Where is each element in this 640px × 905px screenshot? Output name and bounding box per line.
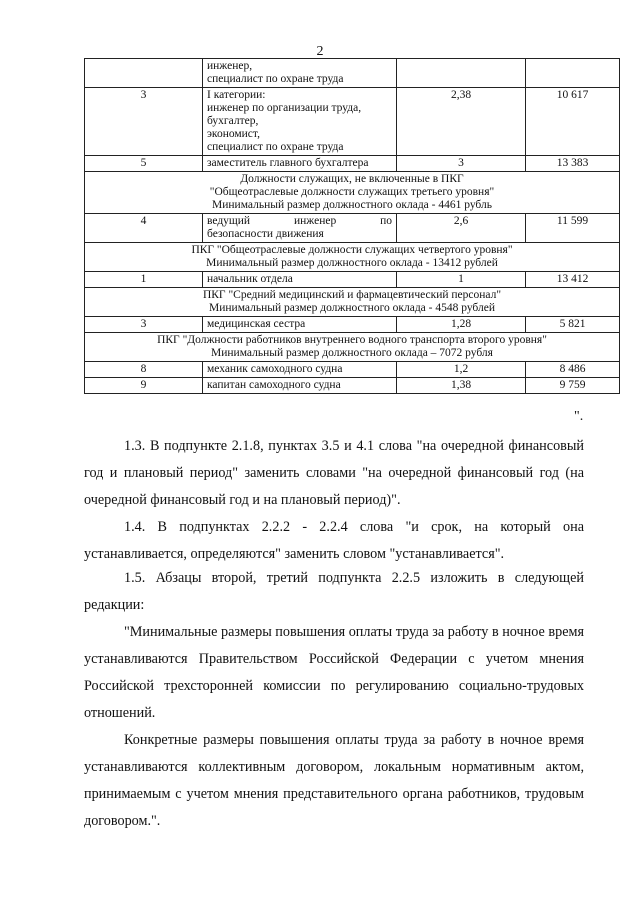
row-number-cell: 1 (85, 272, 203, 288)
position-title-line: заместитель главного бухгалтера (207, 157, 369, 169)
group-header-cell (85, 243, 620, 272)
salary-cell: 13 383 (526, 156, 620, 172)
coefficient-cell (397, 59, 526, 88)
position-title-line: безопасности движения (207, 228, 324, 240)
row-number-cell: 8 (85, 362, 203, 378)
row-number-cell: 4 (85, 214, 203, 243)
salary-table (84, 58, 620, 394)
position-title-line: бухгалтер, (207, 115, 259, 127)
group-header-line: Минимальный размер должностного оклада - 4461 рубль (212, 199, 492, 211)
coefficient-cell: 2,6 (397, 214, 526, 243)
row-number-cell: 5 (85, 156, 203, 172)
row-number-cell: 3 (85, 88, 203, 156)
coefficient-cell: 1 (397, 272, 526, 288)
coefficient-cell: 1,28 (397, 317, 526, 333)
group-header-line: Минимальный размер должностного оклада – 7072 рубля (211, 347, 493, 359)
table-group-header (85, 333, 620, 362)
position-title-line: ведущий инженер по (207, 215, 392, 227)
position-title-line: специалист по охране труда (207, 73, 344, 85)
position-title-cell (203, 317, 397, 333)
salary-cell: 9 759 (526, 378, 620, 394)
table-row (85, 317, 620, 333)
table-row (85, 362, 620, 378)
table-row (85, 214, 620, 243)
group-header-cell (85, 288, 620, 317)
salary-cell: 11 599 (526, 214, 620, 243)
group-header-line: Минимальный размер должностного оклада - 4548 рублей (209, 302, 495, 314)
table-row (85, 378, 620, 394)
paragraph-1-5: 1.5. Абзацы второй, третий подпункта 2.2.5 изложить в следующей редакции: (84, 570, 584, 613)
salary-cell (526, 59, 620, 88)
paragraph-1-4: 1.4. В подпунктах 2.2.2 - 2.2.4 слова "и срок, на который она устанавливается, определяются" заменить словом "устанавливается". (84, 519, 584, 562)
position-title-line: I категории: (207, 89, 266, 101)
closing-quote: ". (574, 409, 584, 424)
position-title-line: инженер, (207, 60, 253, 72)
position-title-line: инженер по организации труда, (207, 102, 362, 114)
salary-cell: 10 617 (526, 88, 620, 156)
group-header-line: Должности служащих, не включенные в ПКГ (240, 173, 464, 185)
row-number-cell: 9 (85, 378, 203, 394)
position-title-cell (203, 214, 397, 243)
position-title-cell (203, 378, 397, 394)
group-header-cell (85, 333, 620, 362)
table-group-header (85, 288, 620, 317)
group-header-cell (85, 172, 620, 214)
group-header-line: "Общеотраслевые должности служащих третьего уровня" (209, 186, 495, 198)
position-title-line: механик самоходного судна (207, 363, 343, 375)
row-number-cell: 3 (85, 317, 203, 333)
salary-cell: 13 412 (526, 272, 620, 288)
paragraph-1-3: 1.3. В подпункте 2.1.8, пунктах 3.5 и 4.1 слова "на очередной финансовый год и плановый период" заменить словами "на очередной финансовый год (на очередной финансовый год и на плановый период)". (84, 438, 584, 508)
position-title-cell (203, 272, 397, 288)
position-title-cell (203, 88, 397, 156)
salary-cell: 8 486 (526, 362, 620, 378)
quoted-paragraph-2: Конкретные размеры повышения оплаты труда за работу в ночное время устанавливаются коллективным договором, локальным нормативным актом, принимаемым с учетом мнения представительного органа работников, трудовым договором.". (84, 732, 584, 829)
table-row (85, 59, 620, 88)
coefficient-cell: 3 (397, 156, 526, 172)
coefficient-cell: 1,2 (397, 362, 526, 378)
table-group-header (85, 172, 620, 214)
position-title-line: медицинская сестра (207, 318, 306, 330)
group-header-line: ПКГ "Средний медицинский и фармацевтический персонал" (202, 289, 502, 301)
group-header-line: ПКГ "Должности работников внутреннего водного транспорта второго уровня" (157, 334, 547, 346)
group-header-line: Минимальный размер должностного оклада - 13412 рублей (206, 257, 498, 269)
position-title-cell (203, 59, 397, 88)
table-row (85, 156, 620, 172)
position-title-cell (203, 362, 397, 378)
page-number: 2 (316, 44, 324, 59)
row-number-cell (85, 59, 203, 88)
position-title-line: начальник отдела (207, 273, 293, 285)
coefficient-cell: 2,38 (397, 88, 526, 156)
position-title-line: специалист по охране труда (207, 141, 344, 153)
quoted-paragraph-1: "Минимальные размеры повышения оплаты труда за работу в ночное время устанавливаются Правительством Российской Федерации с учетом мнения Российской трехсторонней комиссии по регулированию социально-трудовых отношений. (84, 624, 584, 721)
position-title-line: экономист, (207, 128, 260, 140)
coefficient-cell: 1,38 (397, 378, 526, 394)
position-title-cell (203, 156, 397, 172)
table-row (85, 272, 620, 288)
group-header-line: ПКГ "Общеотраслевые должности служащих четвертого уровня" (191, 244, 513, 256)
position-title-line: капитан самоходного судна (207, 379, 341, 391)
table-group-header (85, 243, 620, 272)
salary-cell: 5 821 (526, 317, 620, 333)
table-row (85, 88, 620, 156)
